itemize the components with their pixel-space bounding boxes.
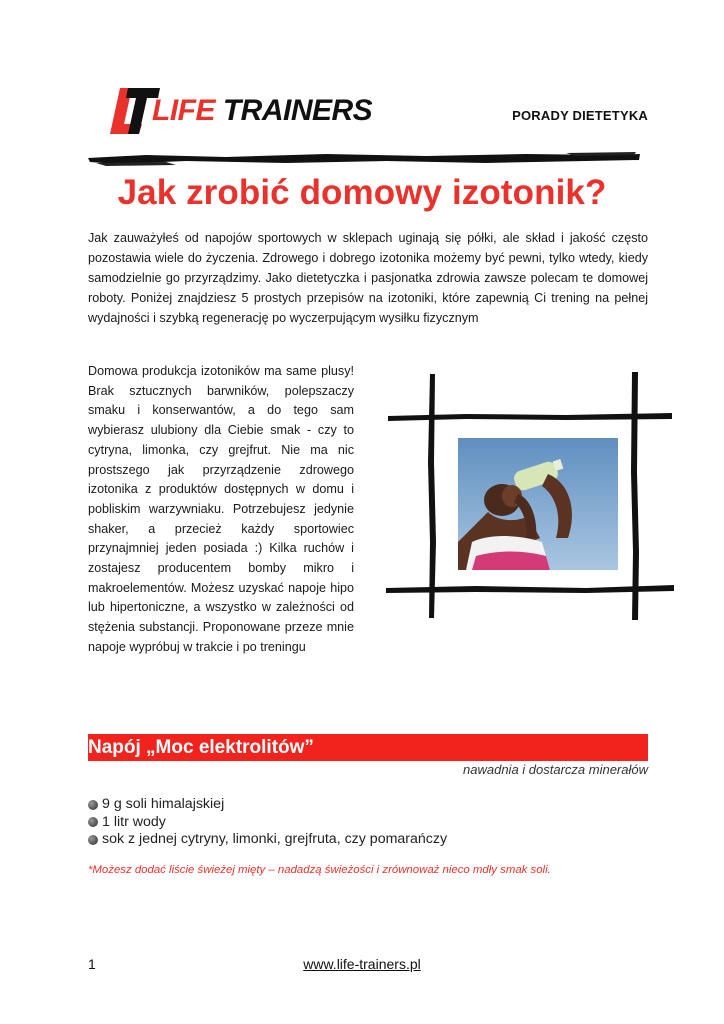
section-label: PORADY DIETETYKA [512,108,648,123]
brush-divider [86,151,642,167]
list-item [88,831,447,849]
bullet-icon [88,817,98,827]
page-number: 1 [88,956,96,972]
logo-life: LIFE [152,94,215,127]
bullet-icon [88,835,98,845]
bullet-icon [88,800,98,810]
list-item [88,796,447,814]
logo-trainers: TRAINERS [222,94,373,127]
ingredient-text: 9 g soli himalajskiej [102,796,225,812]
recipe-subtitle: nawadnia i dostarcza minerałów [463,762,648,777]
athlete-drinking-image [458,438,618,570]
recipe-note: *Możesz dodać liście świeżej mięty – nadadzą świeżości i zrównoważ nieco mdły smak soli. [88,864,551,876]
body-paragraph: Domowa produkcja izotoników ma same plusy! Brak sztucznych barwników, polepszaczy smaku i konserwantów, a do tego sam wybierasz ulubiony dla Ciebie smak - czy to cytryna, limonka, czy grejfrut. Nie ma nic prostszego jak przyrządzenie zdrowego izotonika z produktów dostępnych w domu i pobliskim warzywniaku. Potrzebujesz jedynie shaker, a przecież każdy sportowiec przynajmniej jeden posiada :) Kilka ruchów i zostajesz producentem bomby mikro i makroelementów. Możesz uzyskać napoje hipo lub hipertoniczne, a wszystko w zależności od stężenia substancji. Proponowane przeze mnie napoje wypróbuj w trakcie i po treningu [88,364,354,654]
ingredient-list [88,796,447,849]
website-link[interactable]: www.life-trainers.pl [303,956,421,972]
recipe-title: Napój „Moc elektrolitów” [88,737,314,758]
athlete-drinking-photo [458,438,618,570]
list-item [88,814,447,832]
intro-paragraph: Jak zauważyłeś od napojów sportowych w sklepach uginają się półki, ale skład i jakość często pozostawia wiele do życzenia. Zdrowego i dobrego izotonika możemy być pewni, tylko wtedy, kiedy samodzielnie go przyrządzimy. Jako dietetyczka i pasjonatka zdrowia zawsze polecam te domowej roboty. Poniżej znajdziesz 5 prostych przepisów na izotoniki, które zapewnią Ci trening na pełnej wydajności i szybką regenerację po wyczerpującym wysiłku fizycznym [88,231,648,325]
logo [106,84,373,138]
ingredient-text: sok z jednej cytryny, limonki, grejfruta, czy pomarańczy [102,831,448,847]
page-title: Jak zrobić domowy izotonik? [117,173,607,212]
ingredient-text: 1 litr wody [102,813,166,830]
logo-text [152,94,372,128]
